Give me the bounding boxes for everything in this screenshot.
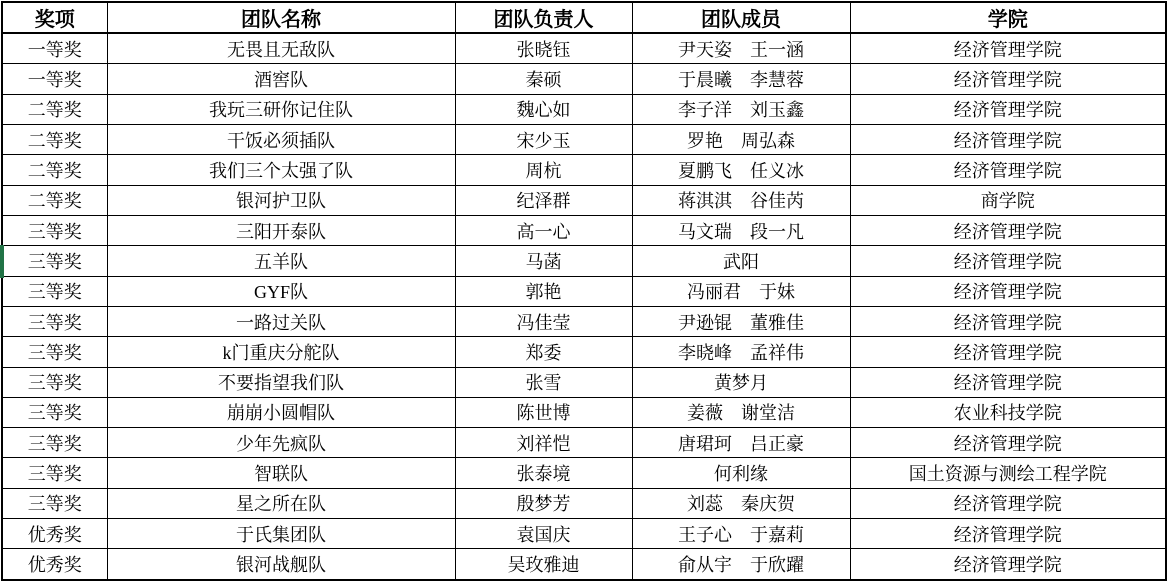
cell-team[interactable]: 我玩三研你记住队 <box>107 94 455 124</box>
table-row <box>2 246 1166 276</box>
table-row <box>2 458 1166 488</box>
cell-award[interactable]: 三等奖 <box>2 337 107 367</box>
cell-members[interactable]: 唐珺珂 吕正豪 <box>632 428 850 458</box>
cell-members[interactable]: 马文瑞 段一凡 <box>632 215 850 245</box>
cell-leader[interactable]: 刘祥恺 <box>455 428 632 458</box>
cell-leader[interactable]: 吴玫雅迪 <box>455 549 632 580</box>
table-row <box>2 549 1166 580</box>
cell-members[interactable]: 罗艳 周弘森 <box>632 125 850 155</box>
table-row <box>2 519 1166 549</box>
cell-award[interactable]: 三等奖 <box>2 488 107 518</box>
active-cell-selection-marker <box>0 245 4 278</box>
table-row <box>2 337 1166 367</box>
table-row <box>2 397 1166 427</box>
cell-college[interactable]: 经济管理学院 <box>850 337 1166 367</box>
cell-award[interactable]: 三等奖 <box>2 246 107 276</box>
cell-college[interactable]: 商学院 <box>850 185 1166 215</box>
cell-members[interactable]: 武阳 <box>632 246 850 276</box>
cell-award[interactable]: 三等奖 <box>2 215 107 245</box>
cell-leader[interactable]: 纪泽群 <box>455 185 632 215</box>
cell-leader[interactable]: 郭艳 <box>455 276 632 306</box>
cell-college[interactable]: 经济管理学院 <box>850 367 1166 397</box>
cell-leader[interactable]: 马菡 <box>455 246 632 276</box>
cell-college[interactable]: 经济管理学院 <box>850 519 1166 549</box>
cell-members[interactable]: 蒋淇淇 谷佳芮 <box>632 185 850 215</box>
table-row <box>2 488 1166 518</box>
cell-college[interactable]: 经济管理学院 <box>850 549 1166 580</box>
cell-college[interactable]: 经济管理学院 <box>850 276 1166 306</box>
table-row <box>2 94 1166 124</box>
cell-leader[interactable]: 秦硕 <box>455 64 632 94</box>
cell-college[interactable]: 经济管理学院 <box>850 246 1166 276</box>
cell-members[interactable]: 黄梦月 <box>632 367 850 397</box>
cell-team[interactable]: 三阳开泰队 <box>107 215 455 245</box>
table-row <box>2 64 1166 94</box>
cell-members[interactable]: 姜薇 谢堂洁 <box>632 397 850 427</box>
column-header-award[interactable]: 奖项 <box>2 2 107 33</box>
table-row <box>2 367 1166 397</box>
cell-leader[interactable]: 宋少玉 <box>455 125 632 155</box>
cell-award[interactable]: 二等奖 <box>2 185 107 215</box>
cell-leader[interactable]: 冯佳莹 <box>455 306 632 336</box>
cell-members[interactable]: 于晨曦 李慧蓉 <box>632 64 850 94</box>
cell-college[interactable]: 农业科技学院 <box>850 397 1166 427</box>
cell-members[interactable]: 刘蕊 秦庆贺 <box>632 488 850 518</box>
cell-team[interactable]: 一路过关队 <box>107 306 455 336</box>
cell-members[interactable]: 尹逊锟 董雅佳 <box>632 306 850 336</box>
cell-award[interactable]: 二等奖 <box>2 125 107 155</box>
cell-award[interactable]: 三等奖 <box>2 276 107 306</box>
cell-award[interactable]: 二等奖 <box>2 155 107 185</box>
cell-team[interactable]: 于氏集团队 <box>107 519 455 549</box>
cell-team[interactable]: 我们三个太强了队 <box>107 155 455 185</box>
table-row <box>2 125 1166 155</box>
cell-award[interactable]: 三等奖 <box>2 306 107 336</box>
cell-college[interactable]: 经济管理学院 <box>850 488 1166 518</box>
cell-team[interactable]: 银河战舰队 <box>107 549 455 580</box>
cell-leader[interactable]: 张晓钰 <box>455 33 632 64</box>
cell-team[interactable]: 酒窖队 <box>107 64 455 94</box>
cell-college[interactable]: 经济管理学院 <box>850 125 1166 155</box>
cell-members[interactable]: 冯丽君 于妹 <box>632 276 850 306</box>
cell-leader[interactable]: 周杭 <box>455 155 632 185</box>
cell-college[interactable]: 经济管理学院 <box>850 64 1166 94</box>
cell-college[interactable]: 经济管理学院 <box>850 33 1166 64</box>
cell-team[interactable]: 智联队 <box>107 458 455 488</box>
cell-leader[interactable]: 张泰境 <box>455 458 632 488</box>
cell-college[interactable]: 经济管理学院 <box>850 155 1166 185</box>
table-row <box>2 185 1166 215</box>
table-row <box>2 276 1166 306</box>
cell-college[interactable]: 经济管理学院 <box>850 306 1166 336</box>
cell-award[interactable]: 优秀奖 <box>2 549 107 580</box>
table-row <box>2 33 1166 64</box>
cell-members[interactable]: 李晓峰 孟祥伟 <box>632 337 850 367</box>
cell-award[interactable]: 一等奖 <box>2 33 107 64</box>
column-header-leader[interactable]: 团队负责人 <box>455 2 632 33</box>
table-row <box>2 428 1166 458</box>
column-header-college[interactable]: 学院 <box>850 2 1166 33</box>
cell-team[interactable]: 银河护卫队 <box>107 185 455 215</box>
awards-table <box>1 1 1167 581</box>
cell-team[interactable]: 少年先疯队 <box>107 428 455 458</box>
cell-award[interactable]: 三等奖 <box>2 458 107 488</box>
column-header-team[interactable]: 团队名称 <box>107 2 455 33</box>
cell-award[interactable]: 三等奖 <box>2 397 107 427</box>
cell-leader[interactable]: 郑委 <box>455 337 632 367</box>
cell-leader[interactable]: 魏心如 <box>455 94 632 124</box>
cell-members[interactable]: 俞从宇 于欣躍 <box>632 549 850 580</box>
table-row <box>2 306 1166 336</box>
table-row <box>2 215 1166 245</box>
cell-leader[interactable]: 袁国庆 <box>455 519 632 549</box>
cell-leader[interactable]: 陈世博 <box>455 397 632 427</box>
cell-college[interactable]: 经济管理学院 <box>850 94 1166 124</box>
cell-award[interactable]: 优秀奖 <box>2 519 107 549</box>
cell-team[interactable]: 崩崩小圆帽队 <box>107 397 455 427</box>
cell-team[interactable]: 干饭必须插队 <box>107 125 455 155</box>
cell-leader[interactable]: 高一心 <box>455 215 632 245</box>
cell-members[interactable]: 何利缘 <box>632 458 850 488</box>
cell-members[interactable]: 李子洋 刘玉鑫 <box>632 94 850 124</box>
cell-members[interactable]: 王子心 于嘉莉 <box>632 519 850 549</box>
cell-members[interactable]: 尹天姿 王一涵 <box>632 33 850 64</box>
cell-college[interactable]: 经济管理学院 <box>850 215 1166 245</box>
cell-team[interactable]: 无畏且无敌队 <box>107 33 455 64</box>
cell-award[interactable]: 一等奖 <box>2 64 107 94</box>
cell-award[interactable]: 三等奖 <box>2 428 107 458</box>
cell-members[interactable]: 夏鹏飞 任义冰 <box>632 155 850 185</box>
cell-leader[interactable]: 殷梦芳 <box>455 488 632 518</box>
cell-team[interactable]: 五羊队 <box>107 246 455 276</box>
cell-team[interactable]: 不要指望我们队 <box>107 367 455 397</box>
cell-team[interactable]: k门重庆分舵队 <box>107 337 455 367</box>
cell-award[interactable]: 三等奖 <box>2 367 107 397</box>
cell-college[interactable]: 国土资源与测绘工程学院 <box>850 458 1166 488</box>
cell-college[interactable]: 经济管理学院 <box>850 428 1166 458</box>
cell-team[interactable]: 星之所在队 <box>107 488 455 518</box>
cell-team[interactable]: GYF队 <box>107 276 455 306</box>
column-header-members[interactable]: 团队成员 <box>632 2 850 33</box>
header-row <box>2 2 1166 33</box>
table-row <box>2 155 1166 185</box>
cell-leader[interactable]: 张雪 <box>455 367 632 397</box>
cell-award[interactable]: 二等奖 <box>2 94 107 124</box>
